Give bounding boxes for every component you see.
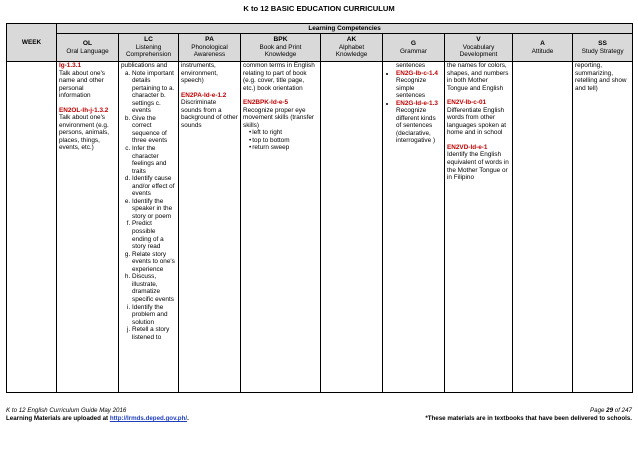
page-number: 29 bbox=[606, 407, 614, 414]
footer-guide: K to 12 English Curriculum Guide May 2016 bbox=[6, 407, 127, 414]
bpk-text-2: Recognize proper eye movement skills (transfer skills) bbox=[243, 106, 315, 129]
materials-link[interactable]: http://lrmds.deped.gov.ph/ bbox=[109, 415, 188, 422]
lc-item: c. Infer the character feelings and traits bbox=[132, 145, 176, 175]
column-header-a: A Attitude bbox=[513, 34, 573, 62]
page-number-label: Page 29 of 247 bbox=[590, 407, 632, 414]
ak-cell bbox=[321, 62, 383, 393]
column-header-lc: LC Listening Comprehension bbox=[119, 34, 179, 62]
materials-note: *These materials are in textbooks that have been delivered to schools. bbox=[425, 415, 632, 422]
bpk-skill: • return sweep bbox=[249, 144, 318, 152]
g-cell bbox=[383, 62, 445, 393]
ol-text-2: Talk about one's environment (e.g. persons, animals, places, things, events, etc.) bbox=[59, 114, 110, 152]
g-item bbox=[396, 70, 442, 100]
v-cell bbox=[445, 62, 513, 393]
g-text: Recognize different kinds of sentences (declarative, interrogative ) bbox=[396, 107, 436, 145]
footer-guide-line bbox=[6, 407, 632, 414]
lc-item: a. Note important details pertaining to a. character b. settings c. events bbox=[132, 70, 176, 115]
pa-text-2: Discriminate sounds from a background of other sounds bbox=[181, 99, 238, 129]
g-code: EN2G-Ib-c-1.4 bbox=[396, 69, 438, 77]
g-code: EN2G-Id-e-1.3 bbox=[396, 99, 438, 107]
a-cell bbox=[513, 62, 573, 393]
lc-item: g. Relate story events to one's experience bbox=[132, 251, 176, 274]
column-header-g: G Grammar bbox=[383, 34, 445, 62]
bpk-skill: • left to right bbox=[249, 129, 318, 137]
column-header-ss: SS Study Strategy bbox=[573, 34, 633, 62]
ss-cell bbox=[573, 62, 633, 393]
materials-text: Learning Materials are uploaded at http://lrmds.deped.gov.ph/. bbox=[6, 415, 189, 422]
lc-item: b. Give the correct sequence of three events bbox=[132, 115, 176, 145]
column-header-v: V Vocabulary Development bbox=[445, 34, 513, 62]
lc-item: d. Identify cause and/or effect of events bbox=[132, 175, 176, 198]
bpk-code: EN2BPK-Id-e-5 bbox=[243, 99, 289, 107]
ol-text-1: Talk about one's name and other personal information bbox=[59, 69, 105, 100]
g-list bbox=[385, 70, 442, 145]
lc-item: i. Identify the problem and solution bbox=[132, 304, 176, 327]
lc-cell bbox=[119, 62, 179, 393]
lc-item: h. Discuss, illustrate, dramatize specific events bbox=[132, 273, 176, 303]
lc-list bbox=[121, 70, 176, 342]
lc-item: f. Predict possible ending of a story read bbox=[132, 220, 176, 250]
bpk-skill: • top to bottom bbox=[249, 137, 318, 145]
g-text: Recognize simple sentences bbox=[396, 77, 427, 100]
v-code-2: EN2VD-Id-e-1 bbox=[447, 143, 488, 151]
v-text-2: Differentiate English words from other languages spoken at home and in school bbox=[447, 106, 506, 137]
g-item bbox=[396, 100, 442, 145]
g-intro: sentences bbox=[396, 62, 426, 69]
lc-item: e. Identify the speaker in the story or poem bbox=[132, 198, 176, 221]
v-code-1: EN2V-Ib-c-01 bbox=[447, 99, 487, 107]
lc-item: j. Retell a story listened to bbox=[132, 326, 176, 341]
competencies-header: Learning Competencies bbox=[57, 24, 633, 34]
lc-intro: publications and bbox=[121, 62, 168, 69]
column-header-ak: AK Alphabet Knowledge bbox=[321, 34, 383, 62]
bpk-skill-list bbox=[243, 129, 318, 152]
bpk-cell bbox=[241, 62, 321, 393]
pa-cell bbox=[179, 62, 241, 393]
bpk-text-1: common terms in English relating to part of book (e.g. cover, title page, etc.) book orientation bbox=[243, 62, 315, 92]
column-header-bpk: BPK Book and Print Knowledge bbox=[241, 34, 321, 62]
week-header: WEEK bbox=[7, 24, 57, 62]
column-header-ol: OL Oral Language bbox=[57, 34, 119, 62]
ss-text: reporting, summarizing, retelling and show and tell) bbox=[575, 62, 627, 92]
week-cell bbox=[7, 62, 57, 393]
v-text-1: the names for colors, shapes, and numbers in both Mother Tongue and English bbox=[447, 62, 509, 92]
curriculum-table bbox=[6, 23, 633, 393]
ol-cell bbox=[57, 62, 119, 393]
pa-code: EN2PA-Id-e-1.2 bbox=[181, 91, 227, 99]
ol-code-1: Ig-1.3.1 bbox=[59, 62, 82, 69]
pa-text-1: instruments, environment, speech) bbox=[181, 62, 218, 85]
page-title: K to 12 BASIC EDUCATION CURRICULUM bbox=[243, 4, 395, 13]
v-text-3: Identify the English equivalent of words in the Mother Tongue or in Filipino bbox=[447, 151, 509, 182]
column-header-pa: PA Phonological Awareness bbox=[179, 34, 241, 62]
footer-materials-line bbox=[6, 415, 632, 422]
ol-code-2: EN2OL-Ih-j-1.3.2 bbox=[59, 106, 109, 114]
